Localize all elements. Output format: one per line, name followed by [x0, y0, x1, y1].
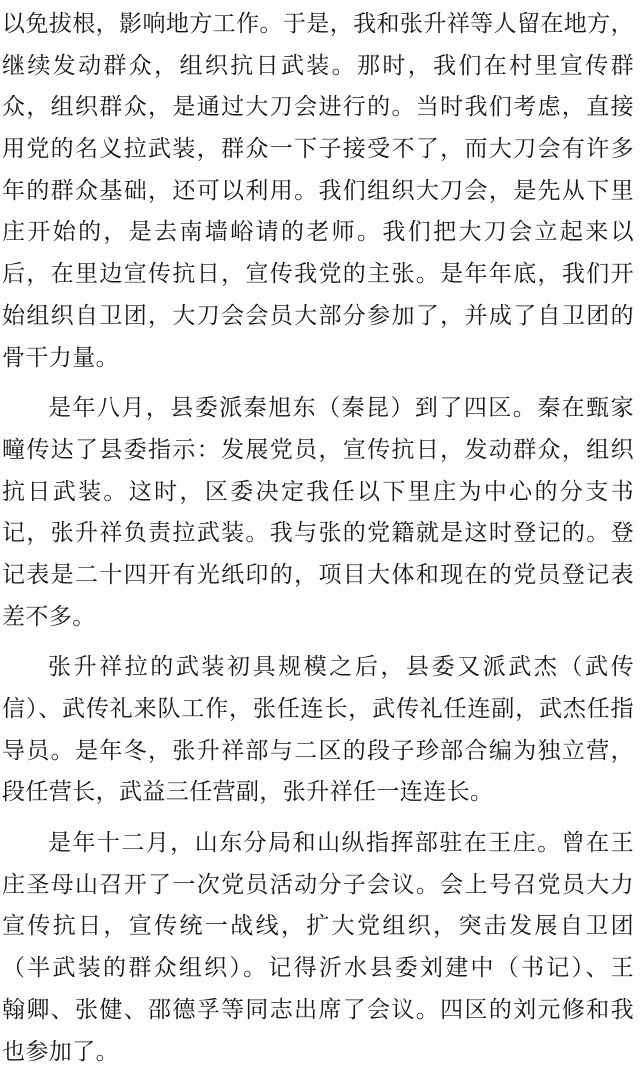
- text-line: 众，组织群众，是通过大刀会进行的。当时我们考虑，直接: [0, 87, 640, 129]
- text-line: 庄开始的，是去南墙峪请的老师。我们把大刀会立起来以: [0, 212, 640, 254]
- text-line: 后，在里边宣传抗日，宣传我党的主张。是年年底，我们开: [0, 254, 640, 296]
- text-line: 记，张升祥负责拉武装。我与张的党籍就是这时登记的。登: [0, 513, 640, 555]
- text-line: 年的群众基础，还可以利用。我们组织大刀会，是先从下里: [0, 171, 640, 213]
- paragraph: [0, 647, 640, 814]
- paragraph-gap: [0, 379, 640, 388]
- text-line: 用党的名义拉武装，群众一下子接受不了，而大刀会有许多: [0, 129, 640, 171]
- paragraph-gap: [0, 814, 640, 823]
- text-body: [0, 4, 640, 1073]
- text-line: 庄圣母山召开了一次党员活动分子会议。会上号召党员大力: [0, 865, 640, 907]
- text-line: 始组织自卫团，大刀会会员大部分参加了，并成了自卫团的: [0, 296, 640, 338]
- paragraph-gap: [0, 638, 640, 647]
- text-line: 宣传抗日，宣传统一战线，扩大党组织，突击发展自卫团: [0, 906, 640, 948]
- text-line: 也参加了。: [0, 1032, 640, 1073]
- text-line: 以免拔根，影响地方工作。于是，我和张升祥等人留在地方，: [0, 4, 640, 46]
- text-line: 疃传达了县委指示：发展党员，宣传抗日，发动群众，组织: [0, 430, 640, 472]
- text-line: 信）、武传礼来队工作，张任连长，武传礼任连副，武杰任指: [0, 689, 640, 731]
- text-line: 是年十二月，山东分局和山纵指挥部驻在王庄。曾在王: [0, 823, 640, 865]
- text-line: 抗日武装。这时，区委决定我任以下里庄为中心的分支书: [0, 472, 640, 514]
- text-line: 记表是二十四开有光纸印的，项目大体和现在的党员登记表: [0, 555, 640, 597]
- text-line: 段任营长，武益三任营副，张升祥任一连连长。: [0, 772, 640, 814]
- text-line: 导员。是年冬，张升祥部与二区的段子珍部合编为独立营，: [0, 731, 640, 773]
- text-line: 是年八月，县委派秦旭东（秦昆）到了四区。秦在甄家: [0, 388, 640, 430]
- paragraph: [0, 4, 640, 379]
- text-line: 继续发动群众，组织抗日武装。那时，我们在村里宣传群: [0, 46, 640, 88]
- paragraph: [0, 388, 640, 638]
- text-line: 差不多。: [0, 597, 640, 639]
- text-line: 骨干力量。: [0, 338, 640, 380]
- text-line: （半武装的群众组织）。记得沂水县委刘建中（书记）、王: [0, 948, 640, 990]
- text-line: 翰卿、张健、邵德孚等同志出席了会议。四区的刘元修和我: [0, 990, 640, 1032]
- paragraph: [0, 823, 640, 1073]
- text-line: 张升祥拉的武装初具规模之后，县委又派武杰（武传: [0, 647, 640, 689]
